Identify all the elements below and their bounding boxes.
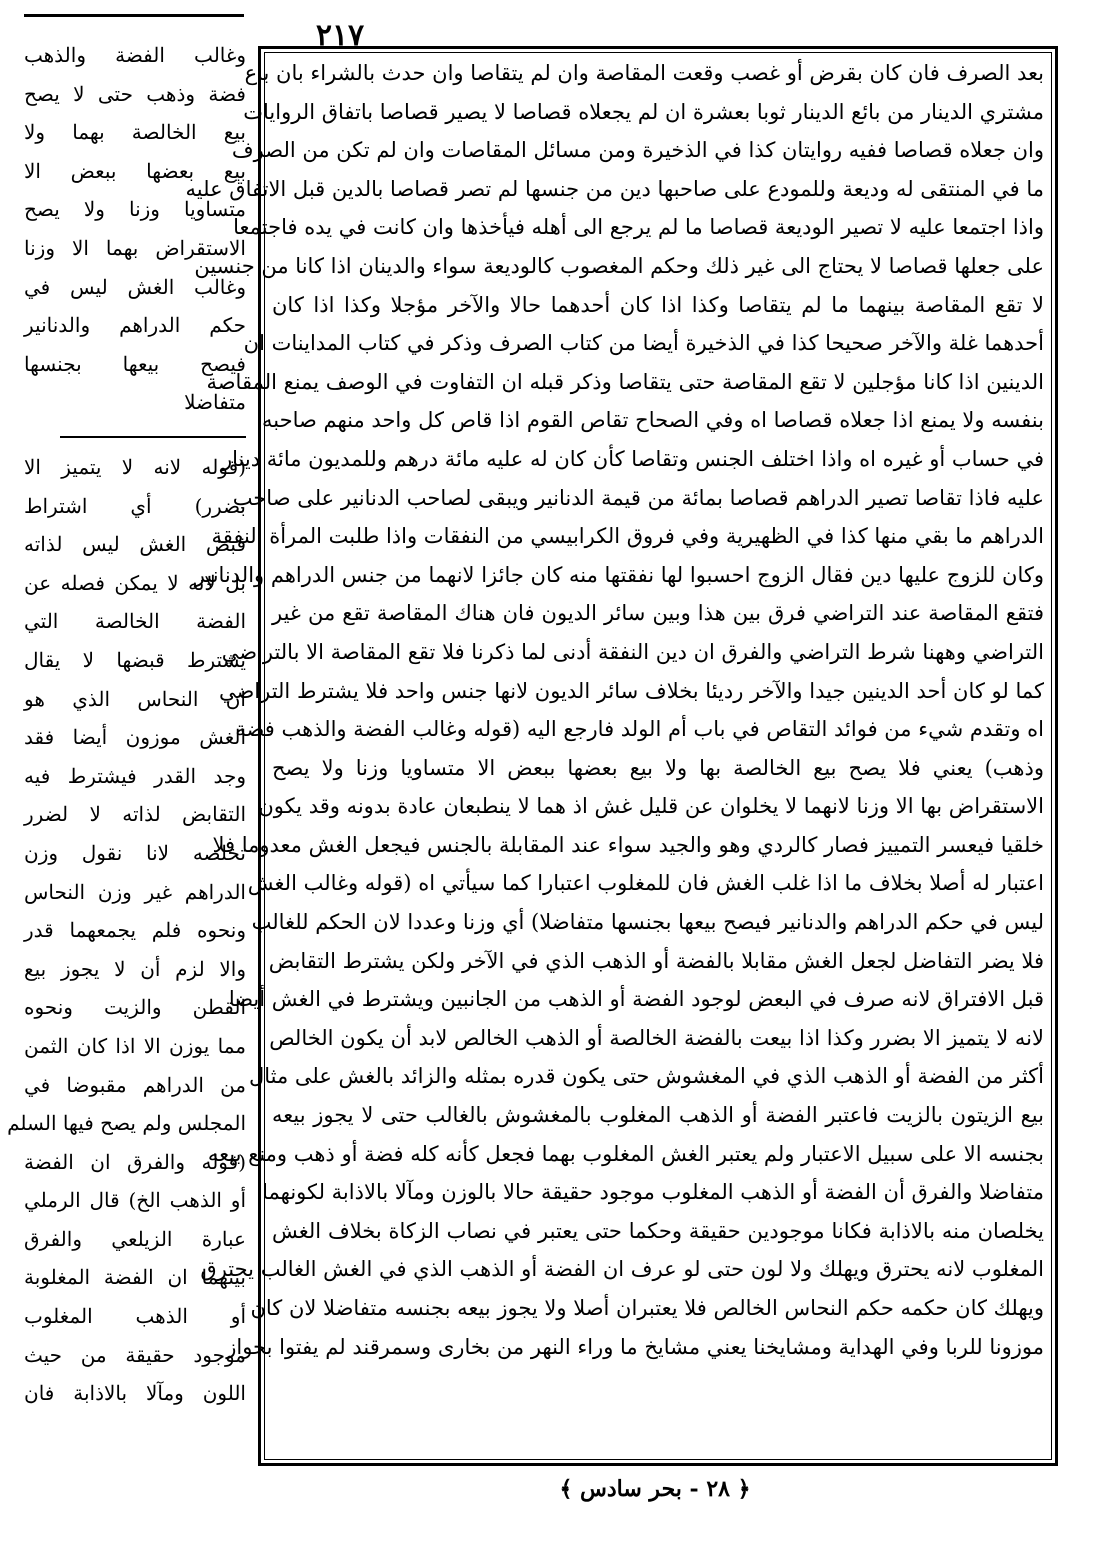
margin-matn-line: وغالب الفضة والذهب — [24, 43, 246, 67]
main-text-line: يخلصان منه بالاذابة فكانا موجودين حقيقة وحكما حتى يعتبر في نصاب الزكاة بخلاف الغش — [272, 1218, 1044, 1243]
margin-commentary-line: والا لزم أن لا يجوز بيع — [24, 956, 246, 981]
main-text-line: مشتري الدينار من بائع الدينار ثوبا بعشرة ان لم يجعلاه قصاصا لا يصير قصاصا باتفاق الروايات — [243, 99, 1044, 124]
margin-commentary-line: التقابض لذاته لا لضرر — [24, 802, 246, 827]
margin-matn-line: متفاضلا — [184, 390, 246, 415]
margin-commentary-line: تخلصه لانا نقول وزن — [24, 840, 246, 865]
margin-commentary-line: ونحوه فلم يجمعهما قدر — [24, 918, 246, 943]
main-text-line: في حساب أو غيره اه واذا اختلف الجنس وتقاصا كأن كان له عليه مائة درهم وللمديون مائة دينار — [221, 446, 1044, 471]
margin-commentary-line: المجلس ولم يصح فيها السلم — [7, 1111, 246, 1136]
main-text-block — [185, 54, 1044, 1454]
margin-commentary-line: أو الذهب المغلوب — [24, 1304, 246, 1329]
margin-commentary-line: القطن والزيت ونحوه — [24, 995, 246, 1020]
margin-matn-line: بيع الخالصة بهما ولا — [24, 120, 246, 145]
margin-commentary-line: يشترط قبضها لا يقال — [24, 647, 246, 672]
main-text-line: وان جعلاه قصاصا ففيه روايتان كذا في الذخيرة ومن مسائل المقاصات وان لم تكن من الصرف — [231, 138, 1044, 163]
margin-commentary-line: وجد القدر فيشترط فيه — [24, 763, 246, 788]
margin-separator-rule — [60, 436, 246, 438]
margin-commentary-line: بل لانه لا يمكن فصله عن — [24, 570, 246, 595]
main-text-line: عليه فاذا تقاصا تصير الدراهم قصاصا بمائة من قيمة الدنانير ويبقى لصاحب الدنانير على صاحب — [232, 485, 1044, 510]
margin-commentary-line: بضرر) أي اشتراط — [24, 493, 246, 518]
main-text-line: الدراهم ما بقي منها كذا في الظهيرية وفي فروق الكرابيسي من النفقات واذا طلبت المرأة النفقة — [211, 524, 1044, 549]
main-text-line: اعتبار له أصلا بخلاف ما اذا غلب الغش فان للمغلوب اعتبارا كما سيأتي اه (قوله وغالب الغش — [247, 871, 1044, 896]
main-text-line: لا تقع المقاصة بينهما ما لم يتقاصا وكذا اذا كان أحدهما حالا والآخر مؤجلا وكذا اذا كان — [272, 292, 1044, 317]
main-text-line: متفاضلا والفرق أن الفضة أو الذهب المغلوب موجود حقيقة حالا بالوزن ومآلا بالاذابة لكونهما — [262, 1180, 1044, 1205]
main-text-line: موزونا للربا وفي الهداية ومشايخنا يعني مشايخ ما وراء النهر من بخارى وسمرقند لم يفتوا بجواز — [226, 1334, 1044, 1359]
margin-commentary-line: الفضة الخالصة التي — [24, 609, 246, 634]
top-rule — [24, 14, 244, 17]
main-text-line: اه وتقدم شيء من فوائد التقاص في باب أم الولد فارجع اليه (قوله وغالب الفضة والذهب فضة — [235, 717, 1044, 742]
margin-commentary-line: أو الذهب الخ) قال الرملي — [24, 1188, 246, 1213]
main-text-line: بنفسه ولا يمنع اذا جعلاه قصاصا اه وفي الصحاح تقاص القوم اذا قاص كل واحد منهم صاحبه — [262, 408, 1044, 433]
margin-matn-line: فيصح بيعها بجنسها — [24, 351, 246, 376]
main-text-line: أكثر من الفضة أو الذهب الذي في المغشوش حتى يكون قدره بمثله والزائد بالغش على مثال — [248, 1064, 1044, 1089]
margin-commentary-line: قبض الغش ليس لذاته — [24, 532, 246, 557]
main-text-line: خلقيا فيعسر التمييز فصار كالردي وهو والجيد سواء عند المقابلة بالجنس فيجعل الغش معدوما فلا — [212, 832, 1044, 857]
margin-matn-line: فضة وذهب حتى لا يصح — [24, 81, 246, 106]
footer-signature: ﴿ ٢٨ - بحر سادس ﴾ — [559, 1476, 751, 1502]
main-text-line: كما لو كان أحد الدينين جيدا والآخر رديئا بخلاف سائر الديون لانها جنس واحد فلا يشترط التراضي — [218, 678, 1044, 703]
main-text-line: لانه لا يتميز الا بضرر وكذا اذا بيعت بالفضة الخالصة أو الذهب الخالص لابد أن يكون الخالص — [269, 1025, 1044, 1050]
margin-commentary-line: (قوله والفرق ان الفضة — [24, 1149, 246, 1174]
margin-commentary-line: الدراهم غير وزن النحاس — [24, 879, 246, 904]
main-text-line: بعد الصرف فان كان بقرض أو غصب وقعت المقاصة وان لم يتقاصا وان حدث بالشراء بان باع — [244, 61, 1044, 85]
margin-commentary-line: (قوله لانه لا يتميز الا — [24, 455, 246, 479]
margin-commentary-line: موجود حقيقة من حيث — [24, 1342, 246, 1367]
main-text-line: التراضي وههنا شرط التراضي والفرق ان دين النفقة أدنى لما ذكرنا فلا تقع المقاصة الا بالتراضي — [221, 639, 1044, 664]
main-text-line: فتقع المقاصة عند التراضي فرق بين هذا وبين سائر الديون فان هناك المقاصة تقع من غير — [272, 601, 1044, 626]
margin-matn-line: حكم الدراهم والدنانير — [24, 313, 246, 338]
main-text-line: ليس في حكم الدراهم والدنانير فيصح بيعها بجنسها متفاضلا) أي وزنا وعددا لان الحكم للغالب — [251, 910, 1044, 935]
main-text-line: فلا يضر التفاضل لجعل الغش مقابلا بالفضة أو الذهب الذي في الآخر ولكن يشترط التقابض — [268, 948, 1044, 973]
main-text-line: بيع الزيتون بالزيت فاعتبر الفضة أو الذهب المغلوب بالمغشوش بالغالب حتى لا يجوز بيعه — [272, 1103, 1044, 1128]
margin-commentary-line: اللون ومآلا بالاذابة فان — [24, 1381, 246, 1406]
main-text-line: ما في المنتقى له وديعة وللمودع على صاحبها دين من جنسها لم تصر قصاصا بالدين قبل الاتفاق عليه — [185, 176, 1044, 201]
main-text-line: أحدهما غلة والآخر صحيحا كذا في الذخيرة أيضا من كتاب الصرف وذكر في كتاب المداينات ان — [243, 331, 1044, 356]
margin-matn-line: الاستقراض بهما الا وزنا — [24, 235, 246, 260]
margin-matn-line: بيع بعضها ببعض الا — [24, 158, 246, 183]
margin-commentary-line: الغش موزون أيضا فقد — [24, 725, 246, 750]
main-text-line: على جعلها قصاصا لا يحتاج الى غير ذلك وحكم المغصوب كالوديعة سواء والدينان اذا كانا من جنسين — [194, 253, 1044, 278]
main-text-line: الدينين اذا كانا مؤجلين لا تقع المقاصة حتى يتقاصا وذكر قبله ان التفاوت في الوصف يمنع المقاصة — [206, 369, 1044, 394]
margin-commentary-line: من الدراهم مقبوضا في — [24, 1072, 246, 1097]
main-text-line: وكان للزوج عليها دين فقال الزوج احسبوا لها نفقتها منه كان جائزا لانهما من جنس الدراهم والدنانير — [194, 562, 1044, 587]
margin-commentary-text — [7, 448, 246, 1558]
main-text-line: الاستقراض بها الا وزنا لانهما لا يخلوان عن قليل غش اذ هما لا ينطبعان عادة بدونه وقد يكون — [258, 794, 1044, 819]
main-text-line: المغلوب لانه يحترق ويهلك ولا لون حتى لو عرف ان الفضة أو الذهب الذي في الغش الغالب يحترق — [200, 1257, 1044, 1282]
margin-commentary-line: ان النحاس الذي هو — [24, 686, 246, 711]
main-text-line: ويهلك كان حكمه حكم النحاس الخالص فلا يعتبران أصلا ولا يجوز بيعه بجنسه متفاضلا لان كان — [250, 1296, 1044, 1320]
margin-matn-line: متساويا وزنا ولا يصح — [24, 197, 246, 222]
main-text-line: بجنسه الا على سبيل الاعتبار ولم يعتبر الغش المغلوب بهما فجعل كأنه كله فضة أو ذهب ومنع بيعه — [207, 1141, 1044, 1166]
main-text-line: قبل الافتراق لانه صرف في البعض لوجود الفضة أو الذهب من الجانبين ويشترط في الغش أيضا — [228, 987, 1044, 1012]
margin-commentary-line: بينهما ان الفضة المغلوبة — [24, 1265, 246, 1290]
page-number: ٢١٧ — [315, 18, 365, 53]
main-text-line: وذهب) يعني فلا يصح بيع الخالصة بها ولا بيع بعضها ببعض الا متساويا وزنا ولا يصح — [272, 755, 1044, 780]
margin-matn-text — [24, 36, 246, 426]
margin-commentary-line: عبارة الزيلعي والفرق — [24, 1226, 246, 1251]
margin-commentary-line: مما يوزن الا اذا كان الثمن — [24, 1033, 246, 1058]
margin-matn-line: وغالب الغش ليس في — [24, 274, 246, 299]
main-text-line: واذا اجتمعا عليه لا تصير الوديعة قصاصا ما لم يرجع الى أهله فيأخذها وان كانت في يده فاجتمعا — [233, 215, 1044, 240]
